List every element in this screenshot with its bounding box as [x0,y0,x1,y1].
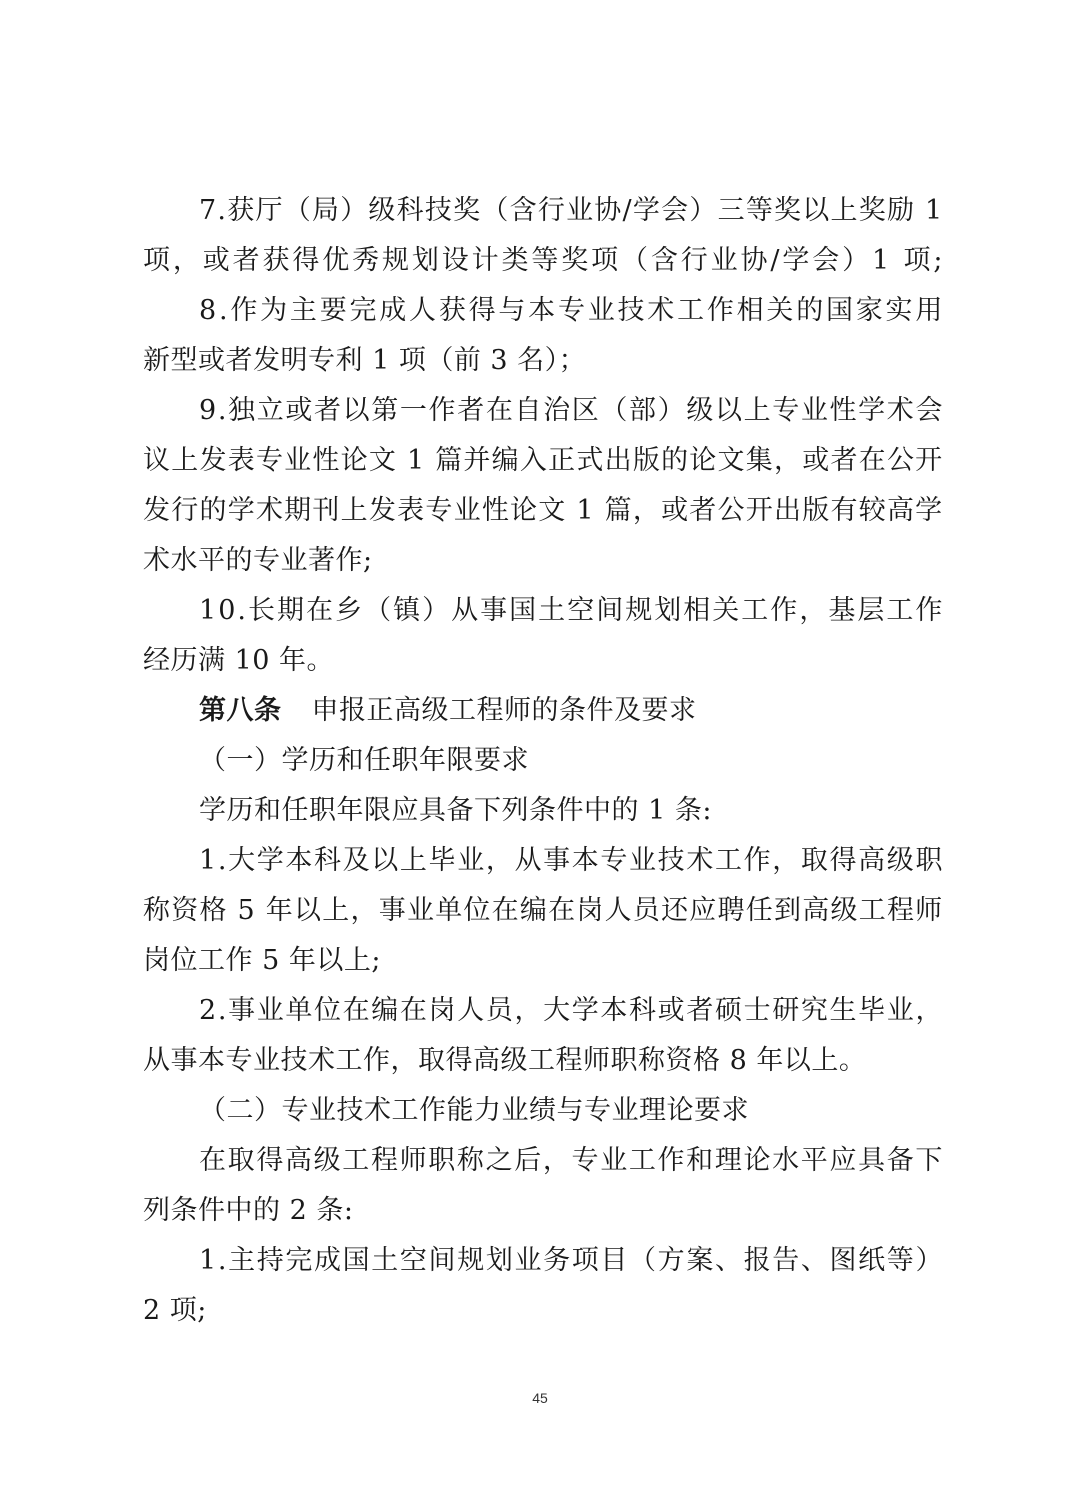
paragraph-line: 8 . 作 为 主 要 完 成 人 获 得 与 本 专 业 技 术 工 作 相 关 的 国 家 实 用 [199,295,943,326]
paragraph-line: 发 行 的 学 术 期 刊 上 发 表 专 业 性 论 文 1 篇 ， 或 者 公 开 出 版 有 较 高 学 [143,495,943,526]
section-heading: （二）专业技术工作能力业绩与专业理论要求 [199,1095,749,1126]
page-number: 45 [532,1390,548,1406]
paragraph-line: 经历满 10 年。 [143,645,335,676]
paragraph-line: 1 . 主 持 完 成 国 土 空 间 规 划 业 务 项 目 （ 方 案 、 报 告 、 图 纸 等 ） [199,1245,943,1276]
paragraph-line: 议 上 发 表 专 业 性 论 文 1 篇 并 编 入 正 式 出 版 的 论 文 集 ， 或 者 在 公 开 [143,445,943,476]
paragraph-line: 新型或者发明专利 1 项（前 3 名）； [143,345,587,376]
section-intro: 学历和任职年限应具备下列条件中的 1 条: [199,795,712,826]
paragraph-line: 7 . 获 厅 （ 局 ） 级 科 技 奖 （ 含 行 业 协 / 学 会 ） 三 等 奖 以 上 奖 励 1 [199,195,943,226]
paragraph-line: 术水平的专业著作; [143,545,373,576]
article-label: 第八条 [199,695,282,726]
paragraph-line: 1 0 . 长 期 在 乡 （ 镇 ） 从 事 国 土 空 间 规 划 相 关 工 作 ， 基 层 工 作 [199,595,943,626]
article-gap [282,686,312,736]
paragraph-line: 9 . 独 立 或 者 以 第 一 作 者 在 自 治 区 （ 部 ） 级 以 上 专 业 性 学 术 会 [199,395,943,426]
document-body [143,186,943,1336]
paragraph-line: 称 资 格 5 年 以 上 ， 事 业 单 位 在 编 在 岗 人 员 还 应 聘 任 到 高 级 工 程 师 [143,895,943,926]
section-intro: 列条件中的 2 条: [143,1195,354,1226]
paragraph-line: 项 ， 或 者 获 得 优 秀 规 划 设 计 类 等 奖 项 （ 含 行 业 协 / 学 会 ） 1 项 ; [143,245,943,276]
paragraph-line: 2 项; [143,1295,207,1326]
paragraph-line: 岗位工作 5 年以上; [143,945,381,976]
article-title: 申报正高级工程师的条件及要求 [311,695,697,726]
paragraph-line: 2 . 事 业 单 位 在 编 在 岗 人 员 ， 大 学 本 科 或 者 硕 士 研 究 生 毕 业 ， [199,995,943,1026]
section-heading: （一）学历和任职年限要求 [199,745,529,776]
paragraph-line: 从事本专业技术工作，取得高级工程师职称资格 8 年以上。 [143,1045,867,1076]
section-intro: 在 取 得 高 级 工 程 师 职 称 之 后 ， 专 业 工 作 和 理 论 水 平 应 具 备 下 [199,1145,943,1176]
paragraph-line: 1 . 大 学 本 科 及 以 上 毕 业 ， 从 事 本 专 业 技 术 工 作 ， 取 得 高 级 职 [199,845,943,876]
article-heading [143,686,943,736]
